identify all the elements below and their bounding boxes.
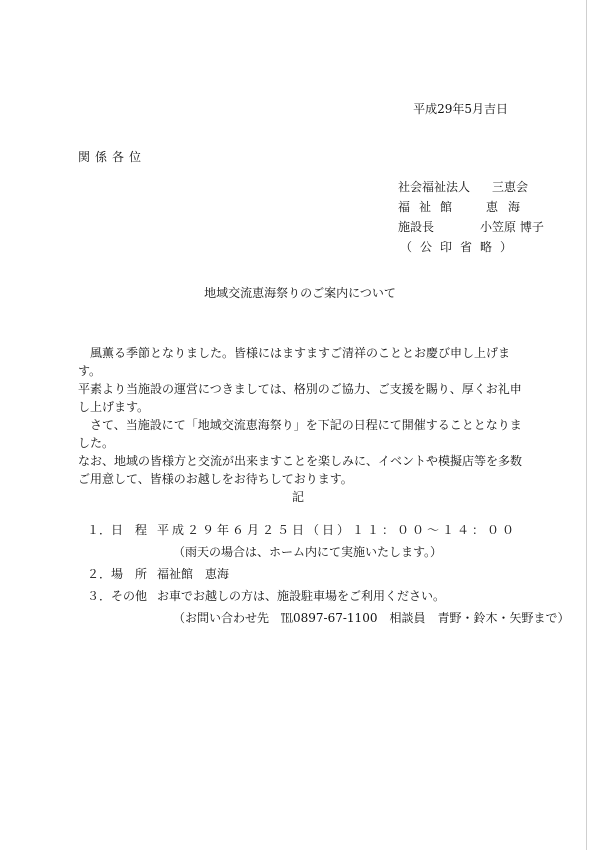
detail-rain-note: （雨天の場合は、ホーム内にて実施いたします。） xyxy=(173,545,443,559)
seal-omitted-note: （公印省略） xyxy=(400,240,521,254)
body-paragraph-2: 平素より当施設の運営につきましては、格別のご協力、ご支援を賜り、厚くお礼申し上げます。 xyxy=(78,382,522,414)
sender-org-label: 社会福祉法人 xyxy=(398,180,471,194)
sender-facility-label: 福祉館 xyxy=(398,200,462,214)
detail-label-date: １．日 程 xyxy=(87,523,148,537)
sender-facility-name: 恵海 xyxy=(486,200,531,214)
detail-place-row xyxy=(87,563,569,585)
detail-other-row xyxy=(87,585,569,607)
sender-block xyxy=(398,177,544,257)
document-title: 地域交流恵海祭りのご案内について xyxy=(204,286,396,300)
sender-director-name: 小笠原 博子 xyxy=(480,220,544,234)
issue-date: 平成29年5月吉日 xyxy=(413,102,508,116)
ki-heading: 記 xyxy=(291,490,304,504)
detail-label-place: ２．場 所 xyxy=(87,567,148,581)
sender-director-row xyxy=(398,217,544,237)
page-edge-line xyxy=(586,0,587,850)
sender-org-name: 三恵会 xyxy=(492,180,529,194)
sender-director-label: 施設長 xyxy=(398,220,435,234)
detail-value-date: 平成２９年６月２５日（日）１１：００～１４：００ xyxy=(157,523,518,537)
body-paragraph-3: さて、当施設にて「地域交流恵海祭り」を下記の日程にて開催することとなりました。 xyxy=(78,418,522,450)
detail-value-other: お車でお越しの方は、施設駐車場をご利用ください。 xyxy=(157,589,446,603)
detail-value-place: 福祉館 恵海 xyxy=(157,567,230,581)
body-paragraph-1: 風薫る季節となりました。皆様にはますますご清祥のこととお慶び申し上げます。 xyxy=(78,346,511,378)
detail-label-other: ３．その他 xyxy=(87,589,148,603)
body-text xyxy=(78,344,526,488)
sender-facility-row xyxy=(398,197,544,217)
detail-contact-note: （お問い合わせ先 ℡0897-67-1100 相談員 青野・鈴木・矢野まで） xyxy=(173,611,570,625)
detail-date-row xyxy=(87,519,569,541)
sender-org-row xyxy=(398,177,544,197)
addressee: 関係各位 xyxy=(78,150,147,164)
body-paragraph-4: なお、地域の皆様方と交流が出来ますことを楽しみに、イベントや模擬店等を多数ご用意して、皆様のお越しをお待ちしております。 xyxy=(78,454,523,486)
details-list xyxy=(87,519,569,629)
